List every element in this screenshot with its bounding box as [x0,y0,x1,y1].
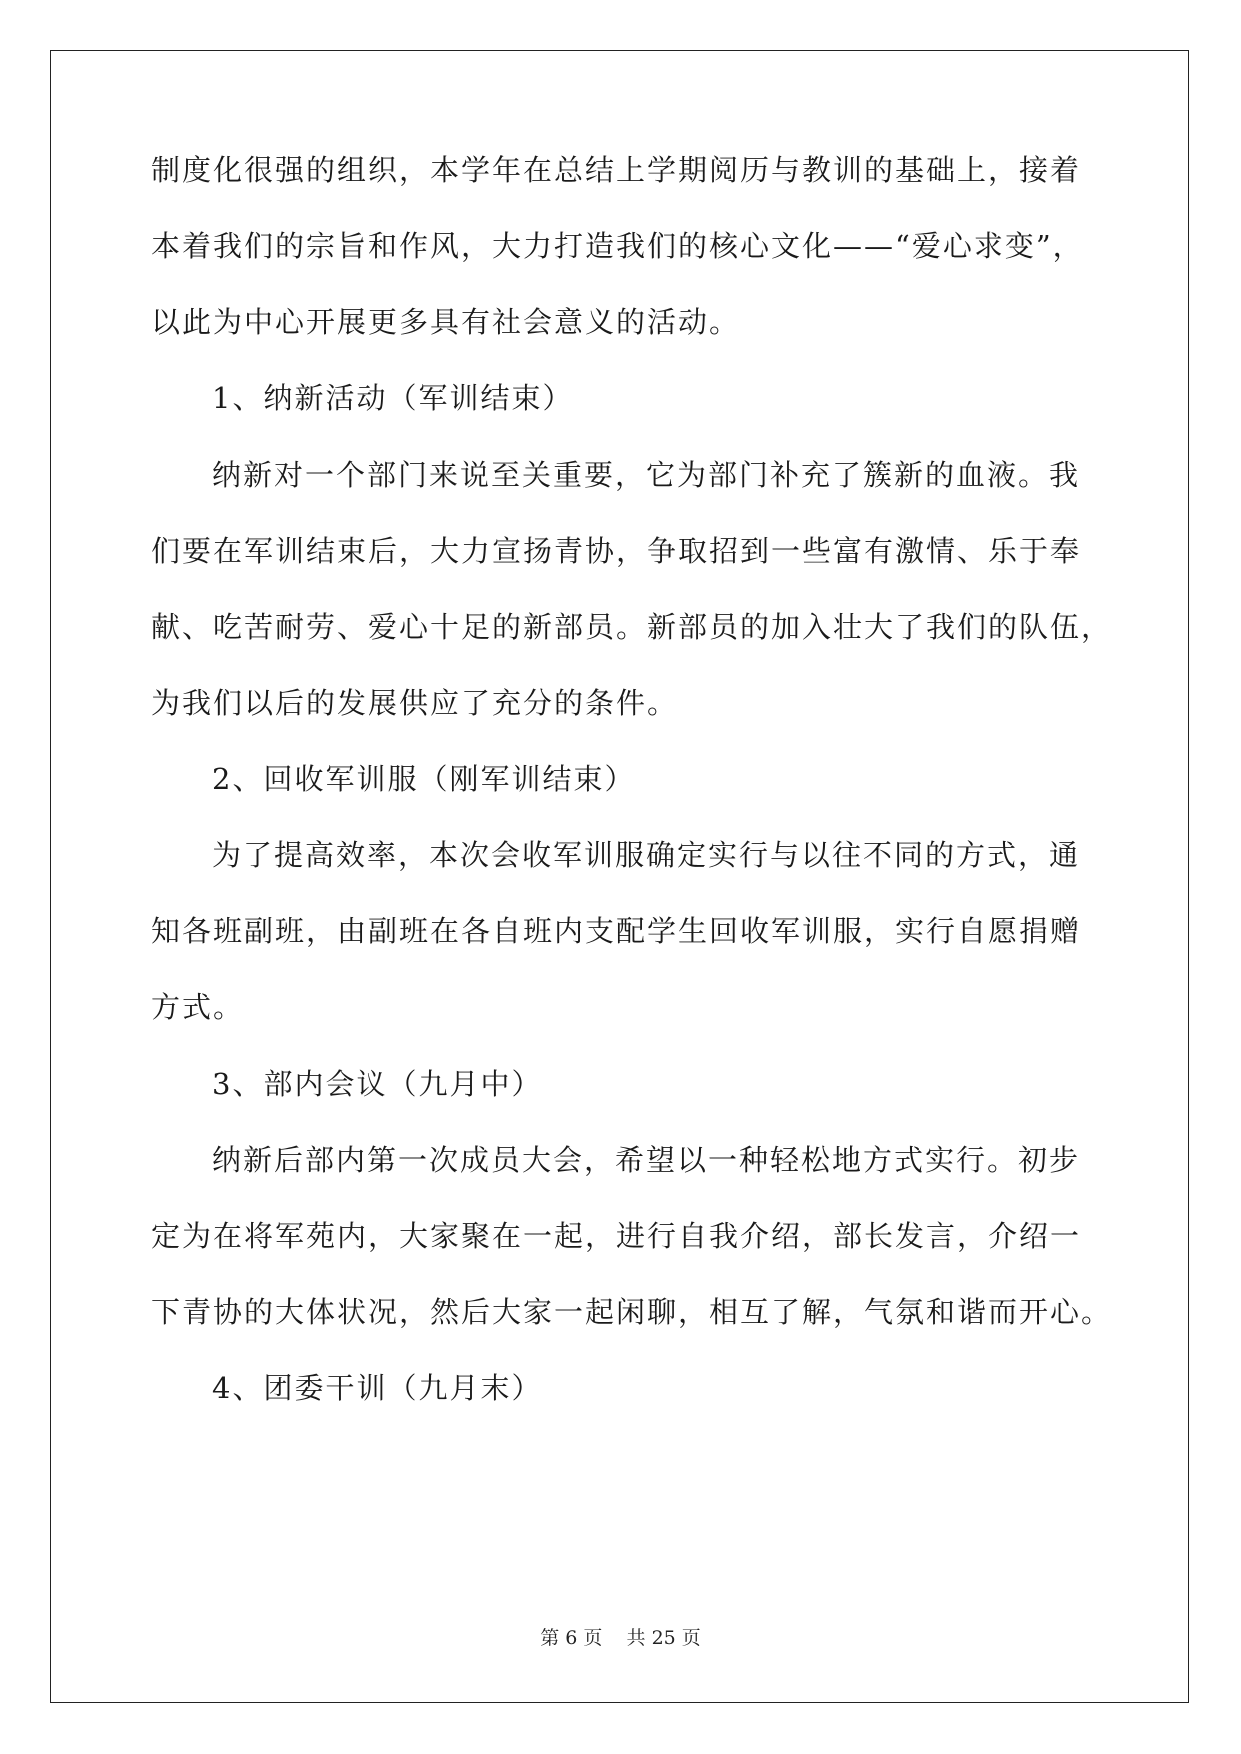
section-heading: 2、回收军训服（刚军训结束） [212,762,636,796]
paragraph-line: 知各班副班，由副班在各自班内支配学生回收军训服，实行自愿捐赠 [151,914,1082,948]
page-number-footer: 第 6 页 共 25 页 [540,1627,701,1649]
paragraph-line: 定为在将军苑内，大家聚在一起，进行自我介绍，部长发言，介绍一 [151,1219,1082,1253]
paragraph-line: 制度化很强的组织，本学年在总结上学期阅历与教训的基础上，接着 [151,153,1082,187]
paragraph-line: 以此为中心开展更多具有社会意义的活动。 [151,305,741,339]
section-heading: 1、纳新活动（军训结束） [212,381,574,415]
paragraph-line: 方式。 [151,990,245,1024]
paragraph-line: 们要在军训结束后，大力宣扬青协，争取招到一些富有激情、乐于奉 [151,534,1082,568]
paragraph-line: 为我们以后的发展供应了充分的条件。 [151,686,679,720]
paragraph-line: 纳新后部内第一次成员大会，希望以一种轻松地方式实行。初步 [212,1143,1081,1177]
paragraph-line: 下青协的大体状况，然后大家一起闲聊，相互了解，气氛和谐而开心。 [151,1295,1113,1329]
page-border [50,50,1189,1703]
paragraph-line: 本着我们的宗旨和作风，大力打造我们的核心文化——“爱心求变”， [151,229,1084,263]
paragraph-line: 献、吃苦耐劳、爱心十足的新部员。新部员的加入壮大了我们的队伍， [151,610,1113,644]
section-heading: 3、部内会议（九月中） [212,1067,543,1101]
paragraph-line: 为了提高效率，本次会收军训服确定实行与以往不同的方式，通 [212,838,1081,872]
section-heading: 4、团委干训（九月末） [212,1371,543,1405]
paragraph-line: 纳新对一个部门来说至关重要，它为部门补充了簇新的血液。我 [212,458,1081,492]
